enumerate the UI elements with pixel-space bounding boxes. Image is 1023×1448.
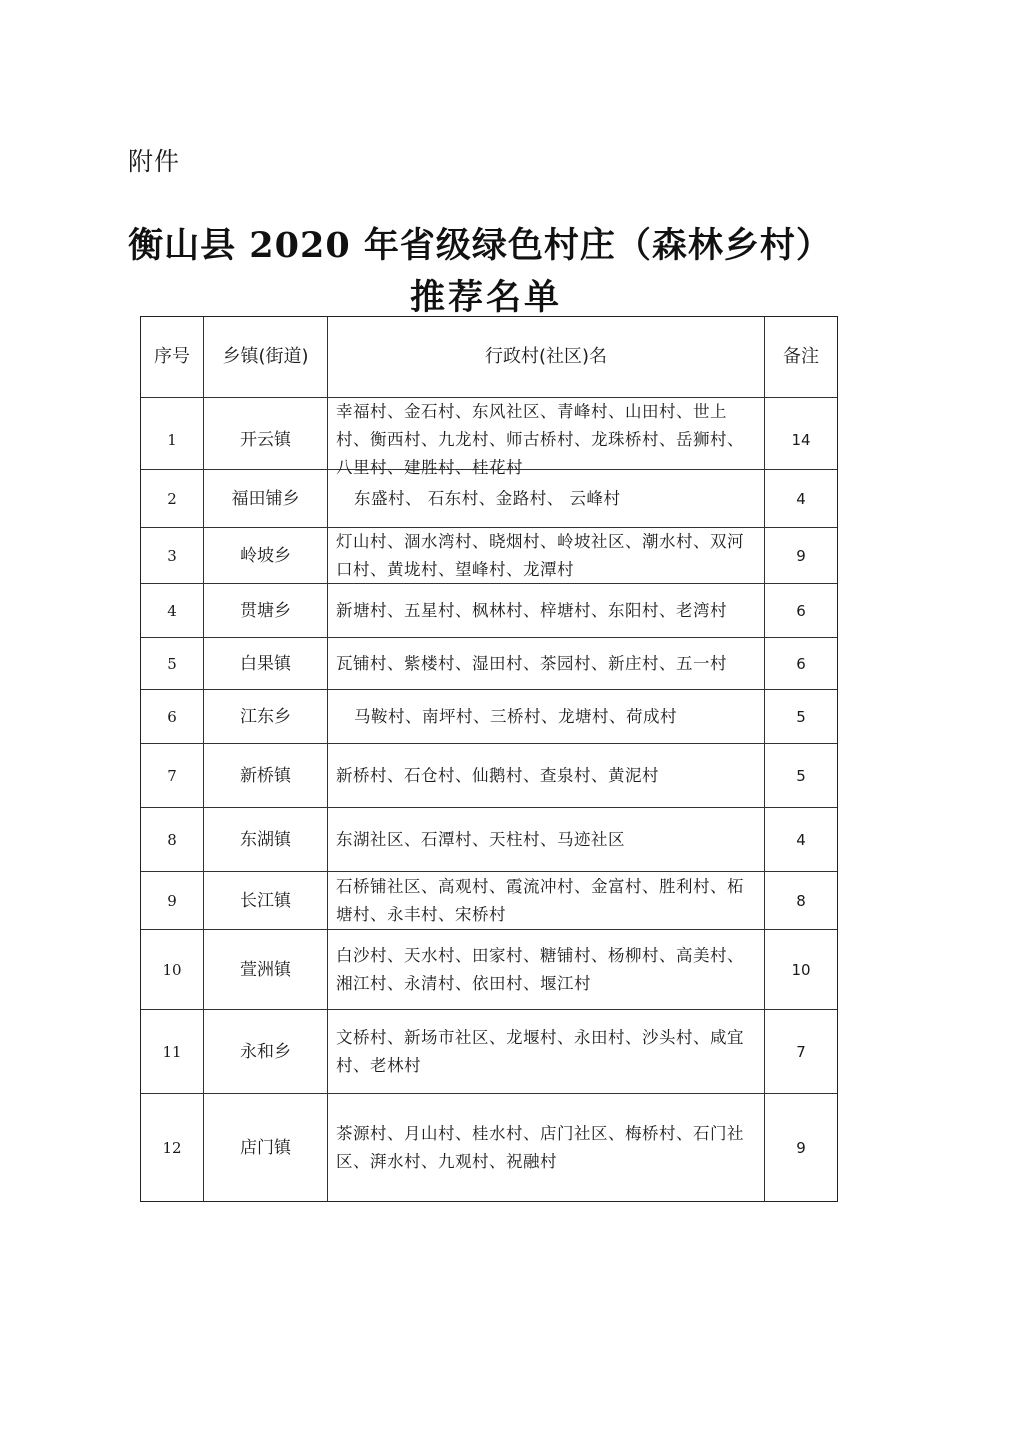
row-town: 福田铺乡 bbox=[203, 470, 327, 527]
row-note: 10 bbox=[764, 930, 837, 1009]
row-note: 9 bbox=[764, 1094, 837, 1201]
document-subtitle: 推荐名单 bbox=[409, 277, 562, 318]
row-villages: 新塘村、五星村、枫林村、梓塘村、东阳村、老湾村 bbox=[327, 584, 764, 637]
table-row bbox=[141, 1093, 837, 1201]
document-title: 衡山县 2020 年省级绿色村庄（森林乡村） bbox=[128, 225, 832, 266]
row-town: 店门镇 bbox=[203, 1094, 327, 1201]
table-row bbox=[141, 397, 837, 477]
row-villages: 东盛村、 石东村、金路村、 云峰村 bbox=[327, 470, 764, 527]
row-town: 永和乡 bbox=[203, 1010, 327, 1093]
row-seq: 6 bbox=[167, 707, 177, 726]
row-town: 开云镇 bbox=[203, 398, 327, 482]
table-row bbox=[141, 583, 837, 637]
row-villages: 文桥村、新场市社区、龙堰村、永田村、沙头村、咸宜村、老林村 bbox=[327, 1010, 764, 1093]
header-villages: 行政村(社区)名 bbox=[327, 317, 764, 397]
table-row bbox=[141, 1009, 837, 1093]
header-note: 备注 bbox=[764, 317, 837, 397]
row-seq: 9 bbox=[167, 891, 177, 910]
row-note: 14 bbox=[764, 398, 837, 482]
row-villages: 白沙村、天水村、田家村、糖铺村、杨柳村、高美村、湘江村、永清村、依田村、堰江村 bbox=[327, 930, 764, 1009]
row-seq: 7 bbox=[167, 766, 177, 785]
row-seq: 1 bbox=[167, 431, 177, 449]
row-villages: 马鞍村、南坪村、三桥村、龙塘村、荷成村 bbox=[327, 690, 764, 743]
table-row bbox=[141, 689, 837, 743]
table-row bbox=[141, 807, 837, 871]
recommendation-table bbox=[140, 316, 838, 1202]
row-town: 东湖镇 bbox=[203, 808, 327, 871]
row-note: 5 bbox=[764, 690, 837, 743]
row-note: 6 bbox=[764, 584, 837, 637]
annex-label: 附件 bbox=[128, 147, 181, 176]
row-town: 长江镇 bbox=[203, 872, 327, 929]
row-note: 4 bbox=[764, 470, 837, 527]
table-row bbox=[141, 871, 837, 929]
row-note: 9 bbox=[764, 528, 837, 584]
row-note: 7 bbox=[764, 1010, 837, 1093]
row-note: 8 bbox=[764, 872, 837, 929]
table-row bbox=[141, 929, 837, 1009]
row-seq: 12 bbox=[162, 1138, 182, 1157]
row-town: 白果镇 bbox=[203, 638, 327, 689]
row-seq: 5 bbox=[167, 654, 177, 673]
row-seq: 3 bbox=[167, 547, 177, 565]
row-villages: 瓦铺村、紫楼村、湿田村、茶园村、新庄村、五一村 bbox=[327, 638, 764, 689]
row-seq: 10 bbox=[162, 960, 182, 979]
row-town: 新桥镇 bbox=[203, 744, 327, 807]
row-town: 萱洲镇 bbox=[203, 930, 327, 1009]
row-seq: 2 bbox=[167, 489, 177, 508]
row-villages: 东湖社区、石潭村、天柱村、马迹社区 bbox=[327, 808, 764, 871]
header-seq: 序号 bbox=[154, 346, 190, 367]
row-villages: 灯山村、涸水湾村、晓烟村、岭坡社区、潮水村、双河口村、黄垅村、望峰村、龙潭村 bbox=[327, 528, 764, 584]
header-town: 乡镇(街道) bbox=[203, 317, 327, 397]
row-note: 5 bbox=[764, 744, 837, 807]
row-villages: 幸福村、金石村、东风社区、青峰村、山田村、世上村、衡西村、九龙村、师古桥村、龙珠桥村、岳狮村、八里村、建胜村、桂花村 bbox=[327, 398, 764, 482]
row-seq: 11 bbox=[162, 1042, 182, 1061]
table-row bbox=[141, 527, 837, 583]
table-row bbox=[141, 743, 837, 807]
row-villages: 茶源村、月山村、桂水村、店门社区、梅桥村、石门社区、湃水村、九观村、祝融村 bbox=[327, 1094, 764, 1201]
row-villages: 新桥村、石仓村、仙鹅村、查泉村、黄泥村 bbox=[327, 744, 764, 807]
row-seq: 8 bbox=[167, 830, 177, 849]
table-row bbox=[141, 469, 837, 527]
table-header-row bbox=[141, 317, 837, 397]
row-seq: 4 bbox=[167, 601, 177, 620]
row-town: 江东乡 bbox=[203, 690, 327, 743]
table-row bbox=[141, 637, 837, 689]
row-note: 6 bbox=[764, 638, 837, 689]
row-note: 4 bbox=[764, 808, 837, 871]
row-town: 岭坡乡 bbox=[203, 528, 327, 584]
row-villages: 石桥铺社区、高观村、霞流冲村、金富村、胜利村、柘塘村、永丰村、宋桥村 bbox=[327, 872, 764, 929]
row-town: 贯塘乡 bbox=[203, 584, 327, 637]
